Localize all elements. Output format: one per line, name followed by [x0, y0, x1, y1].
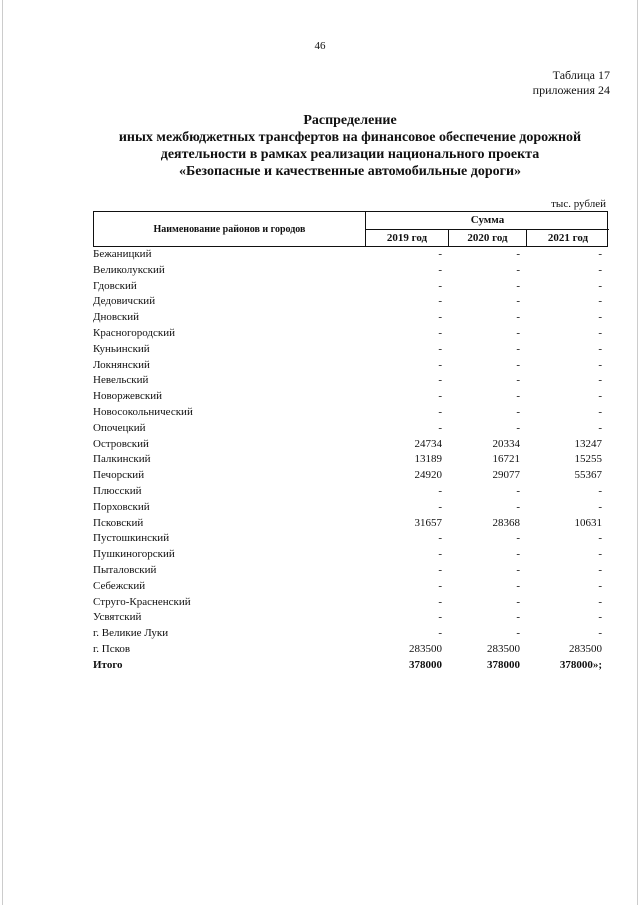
district-name: Порховский: [93, 500, 150, 513]
amount-cell: 13247: [574, 437, 602, 450]
table-row: [93, 421, 608, 437]
amount-cell: -: [438, 611, 442, 624]
title-line4: «Безопасные и качественные автомобильные дороги»: [178, 164, 522, 179]
total-2019: 378000: [409, 658, 442, 671]
amount-cell: 16721: [492, 453, 520, 466]
amount-cell: -: [516, 405, 520, 418]
table-row: [93, 563, 608, 579]
amount-cell: 283500: [409, 642, 442, 655]
total-2020: 378000: [487, 658, 520, 671]
amount-cell: -: [516, 548, 520, 561]
document-title: [60, 112, 640, 180]
table-row: [93, 579, 608, 595]
table-row: [93, 405, 608, 421]
amount-cell: -: [598, 500, 602, 513]
district-name: Плюсский: [93, 484, 142, 497]
total-2021: 378000»;: [559, 658, 602, 671]
table-row: [93, 531, 608, 547]
district-name: Дновский: [93, 311, 140, 324]
district-name: Палкинский: [93, 453, 151, 466]
table-row: [93, 642, 608, 658]
amount-cell: -: [516, 390, 520, 403]
district-name: Опочецкий: [93, 421, 146, 434]
total-row: [93, 658, 608, 674]
amount-cell: -: [438, 326, 442, 339]
district-name: Пустошкинский: [93, 532, 170, 545]
title-line3: деятельности в рамках реализации национального проекта: [160, 147, 540, 162]
district-name: Себежский: [93, 579, 146, 592]
district-name: Куньинский: [93, 342, 150, 355]
amount-cell: -: [598, 311, 602, 324]
total-label: Итого: [93, 658, 123, 671]
district-name: Струго-Красненский: [93, 595, 191, 608]
table-row: [93, 437, 608, 453]
header-sum: Сумма: [366, 212, 609, 230]
table-row: [93, 516, 608, 532]
header-name-column: Наименование районов и городов: [94, 212, 366, 246]
amount-cell: -: [516, 295, 520, 308]
district-name: Невельский: [93, 374, 149, 387]
amount-cell: -: [598, 563, 602, 576]
amount-cell: 283500: [487, 642, 520, 655]
amount-cell: 31657: [414, 516, 442, 529]
district-name: Новоржевский: [93, 390, 163, 403]
amount-cell: -: [516, 248, 520, 260]
amount-cell: -: [598, 326, 602, 339]
amount-cell: 10631: [574, 516, 602, 529]
amount-cell: 283500: [569, 642, 602, 655]
amount-cell: -: [516, 611, 520, 624]
amount-cell: 55367: [574, 469, 602, 482]
district-name: Дедовичский: [93, 295, 156, 308]
amount-cell: 28368: [492, 516, 520, 529]
amount-cell: -: [516, 484, 520, 497]
amount-cell: -: [598, 548, 602, 561]
amount-cell: -: [438, 295, 442, 308]
table-ref-line2: приложения 24: [532, 83, 610, 97]
amount-cell: -: [598, 579, 602, 592]
table-row: [93, 389, 608, 405]
header-year-2020: 2020 год: [449, 230, 527, 246]
amount-cell: -: [598, 279, 602, 292]
amount-cell: -: [516, 563, 520, 576]
amount-cell: 24920: [414, 469, 442, 482]
amount-cell: -: [438, 279, 442, 292]
amount-cell: -: [438, 532, 442, 545]
table-row: [93, 626, 608, 642]
amount-cell: 13189: [414, 453, 442, 466]
header-year-2021: 2021 год: [547, 232, 589, 244]
header-year-2019: 2019 год: [366, 230, 449, 246]
district-name: Усвятский: [93, 611, 142, 624]
amount-cell: -: [438, 548, 442, 561]
amount-cell: -: [516, 279, 520, 292]
amount-cell: -: [438, 405, 442, 418]
district-name: Островский: [93, 437, 149, 450]
table-row: [93, 468, 608, 484]
amount-cell: -: [598, 390, 602, 403]
amount-cell: -: [438, 484, 442, 497]
table-row: [93, 500, 608, 516]
amount-cell: -: [598, 627, 602, 640]
district-name: Локнянский: [93, 358, 150, 371]
table-row: [93, 547, 608, 563]
district-name: Бежаницкий: [93, 248, 152, 260]
amount-cell: -: [438, 311, 442, 324]
district-name: Новосокольнический: [93, 405, 193, 418]
amount-cell: -: [438, 595, 442, 608]
amount-cell: -: [438, 421, 442, 434]
page-number: 46: [314, 40, 326, 52]
amount-cell: -: [516, 374, 520, 387]
amount-cell: 29077: [492, 469, 520, 482]
amount-cell: -: [598, 248, 602, 260]
table-row: [93, 610, 608, 626]
amount-cell: -: [598, 374, 602, 387]
table-header: [93, 211, 608, 247]
table-ref-line1: Таблица 17: [552, 68, 610, 82]
amount-cell: 20334: [492, 437, 520, 450]
table-row: [93, 310, 608, 326]
district-name: Красногородский: [93, 326, 176, 339]
amount-cell: -: [516, 579, 520, 592]
amount-cell: -: [438, 500, 442, 513]
amount-cell: -: [438, 374, 442, 387]
amount-cell: -: [598, 295, 602, 308]
title-line1: Распределение: [303, 113, 397, 128]
amount-cell: -: [438, 579, 442, 592]
scan-edge-left: [2, 0, 3, 905]
table-row: [93, 373, 608, 389]
amount-cell: -: [598, 263, 602, 276]
table-row: [93, 358, 608, 374]
amount-cell: -: [438, 248, 442, 260]
district-name: Псковский: [93, 516, 144, 529]
district-name: Гдовский: [93, 279, 137, 292]
table-reference: [533, 68, 610, 98]
amount-cell: -: [598, 595, 602, 608]
table-row: [93, 595, 608, 611]
amount-cell: -: [516, 263, 520, 276]
district-name: Великолукский: [93, 263, 165, 276]
amount-cell: -: [598, 421, 602, 434]
table-row: [93, 484, 608, 500]
amount-cell: -: [438, 390, 442, 403]
amount-cell: -: [598, 532, 602, 545]
table-body: [93, 247, 608, 658]
amount-cell: -: [516, 358, 520, 371]
amount-cell: -: [598, 358, 602, 371]
allocation-table: [93, 211, 608, 674]
amount-cell: -: [598, 342, 602, 355]
amount-cell: -: [438, 627, 442, 640]
amount-cell: -: [598, 484, 602, 497]
district-name: Печорский: [93, 469, 145, 482]
district-name: г. Псков: [93, 642, 131, 655]
table-row: [93, 342, 608, 358]
amount-cell: -: [438, 342, 442, 355]
amount-cell: 24734: [414, 437, 442, 450]
amount-cell: -: [598, 611, 602, 624]
units-label: тыс. рублей: [551, 198, 606, 210]
table-row: [93, 326, 608, 342]
district-name: Пыталовский: [93, 563, 157, 576]
district-name: г. Великие Луки: [93, 627, 169, 640]
amount-cell: -: [516, 500, 520, 513]
amount-cell: 15255: [574, 453, 602, 466]
table-row: [93, 452, 608, 468]
amount-cell: -: [516, 627, 520, 640]
table-row: [93, 279, 608, 295]
table-row: [93, 247, 608, 263]
amount-cell: -: [438, 263, 442, 276]
title-line2: иных межбюджетных трансфертов на финансовое обеспечение дорожной: [118, 130, 582, 145]
amount-cell: -: [516, 326, 520, 339]
district-name: Пушкиногорский: [93, 548, 175, 561]
amount-cell: -: [438, 563, 442, 576]
amount-cell: -: [516, 421, 520, 434]
amount-cell: -: [516, 595, 520, 608]
amount-cell: -: [516, 342, 520, 355]
amount-cell: -: [598, 405, 602, 418]
amount-cell: -: [516, 532, 520, 545]
table-row: [93, 294, 608, 310]
amount-cell: -: [438, 358, 442, 371]
table-row: [93, 263, 608, 279]
amount-cell: -: [516, 311, 520, 324]
